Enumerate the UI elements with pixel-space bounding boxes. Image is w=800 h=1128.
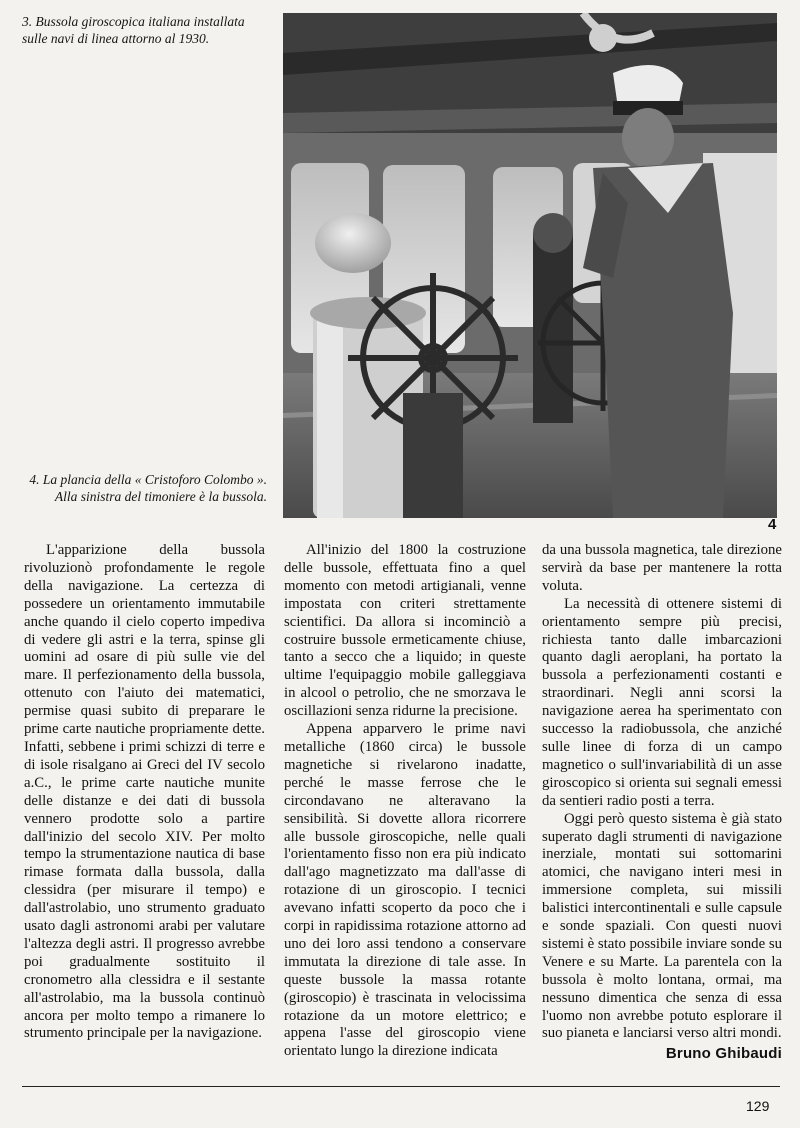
- bridge-photo: [283, 13, 777, 518]
- figure-number: 4: [768, 516, 777, 533]
- article-column-3: [542, 542, 782, 1063]
- article-column-2: [284, 542, 526, 1061]
- paragraph: Oggi però questo sistema è già stato superato dagli strumenti di navigazione inerziale, montati sui sottomarini atomici, che navigano interi mesi in immersione completa, sui missili balistici intercontinentali e sulle capsule e sonde spaziali. Con questi nuovi sistemi è stato possibile inviare sonde su Venere e su Marte. La parentela con la bussola è molto lontana, ormai, ma nessuno dimentica che senza di essa l'uomo non avrebbe potuto esplorare il suo pianeta e lanciarsi verso altri mondi.: [542, 810, 783, 1042]
- figure-4-caption: 4. La plancia della « Cristoforo Colombo ». Alla sinistra del timoniere è la bussola.: [29, 472, 267, 504]
- paragraph: Appena apparvero le prime navi metalliche (1860 circa) le bussole magnetiche si rivelarono inadatte, perché le masse ferrose che le circondavano ne alteravano la sensibilità. Si dovette allora ricorrere alle bussole giroscopiche, nelle quali l'orientamento fisso non era più indicato dall'ago magnetizzato ma dall'asse di rotazione di un giroscopio. I tecnici avevano infatti scoperto da poco che i corpi in rapidissima rotazione attorno ad uno dei loro assi tendono a conservare immutata la direzione di tale asse. In queste bussole la massa rotante (giroscopio) è trascinata in velocissima rotazione da un motore elettrico; e appena l'asse del giroscopio viene orientato lungo la direzione indicata: [284, 721, 526, 1060]
- figure-3-caption: 3. Bussola giroscopica italiana installata sulle navi di linea attorno al 1930.: [22, 14, 245, 46]
- paragraph: da una bussola magnetica, tale direzione servirà da base per mantenere la rotta voluta.: [542, 542, 782, 594]
- footer-rule: [22, 1086, 780, 1087]
- author-signature: Bruno Ghibaudi: [665, 1045, 782, 1063]
- paragraph: L'apparizione della bussola rivoluzionò profondamente le regole della navigazione. La certezza di possedere un orientamento immutabile anche quando il cielo coperto impediva di vedere gli astri e la terra, spinse gli uomini ad osare di più sulle vie del mare. Il perfezionamento della bussola, ottenuto con l'aiuto dei matematici, permise quasi subito di preparare le prime carte nautiche propriamente dette. Infatti, sebbene i primi schizzi di terre e di isole risalgano ai Greci del IV secolo a.C., le prime carte nautiche munite delle distanze e dei dati di bussola vennero prodotte solo a partire dall'inizio del secolo XIV. Per molto tempo la strumentazione nautica di base rimase formata dalla bussola, dalla clessidra (per misurare il tempo) e dall'astrolabio, uno strumento graduato usato dagli astronomi arabi per valutare l'altezza degli astri. Il progresso avrebbe poi gradualmente sostituito il cronometro alla clessidra e il sestante all'astrolabio, ma la bussola continuò ancora per molto tempo a rimanere lo strumento principale per la navigazione.: [24, 542, 265, 1042]
- page-number: 129: [746, 1098, 770, 1114]
- article-column-1: [24, 542, 265, 1043]
- paragraph: La necessità di ottenere sistemi di orientamento sempre più precisi, richiesta tanto dalle imbarcazioni quanto dagli aeroplani, ha portato la bussola a perfezionamenti costanti e straordinari. Negli anni scorsi la navigazione aerea ha sperimentato con successo la radiobussola, che anziché sulle linee di forza di un campo magnetico o sull'invariabilità di un asse giroscopico si orienta sui segnali emessi da sentieri radio posti a terra.: [542, 595, 782, 809]
- paragraph: All'inizio del 1800 la costruzione delle bussole, effettuata fino a quel momento con metodi artigianali, venne impostata con criteri strettamente scientifici. Da allora si incominciò a costruire bussole ermeticamente chiuse, tanto a secco che a liquido; in queste ultime l'equipaggio mobile galleggiava in alcool o petrolio, che ne smorzava le oscillazioni senza ridurne la precisione.: [284, 542, 526, 720]
